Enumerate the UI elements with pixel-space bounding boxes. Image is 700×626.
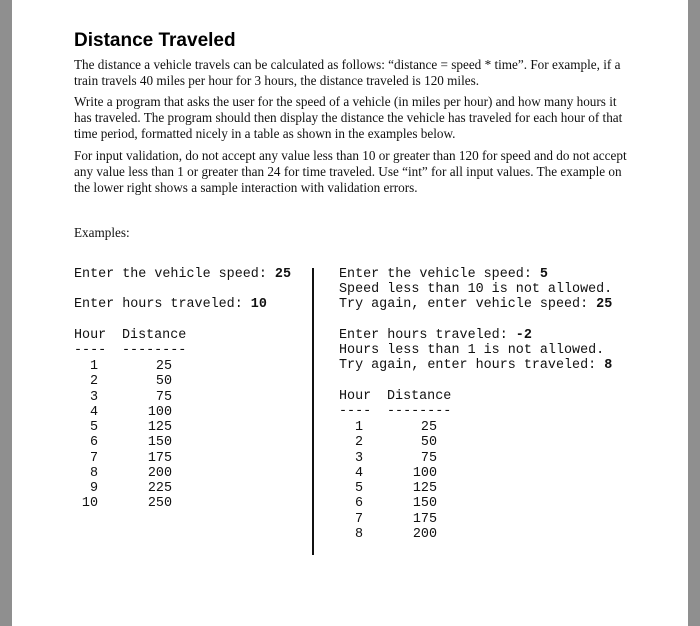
hour-cell: 8: [89, 465, 98, 481]
hour-cell: 2: [89, 374, 98, 390]
example-divider: [312, 268, 314, 555]
right-speed-retry-prompt: Try again, enter vehicle speed:: [339, 297, 597, 312]
left-sep-hour: ----: [74, 343, 107, 358]
hour-cell: 4: [89, 404, 98, 420]
right-header-distance: Distance: [387, 389, 452, 404]
hour-cell: 5: [89, 420, 98, 435]
distance-cell: 175: [412, 511, 437, 527]
hour-cell: 7: [354, 511, 363, 527]
right-hours-retry-prompt: Try again, enter hours traveled:: [339, 358, 605, 373]
distance-cell: 75: [420, 450, 437, 466]
right-hours-retry-value: 8: [604, 358, 613, 373]
hour-cell: 5: [354, 481, 363, 496]
distance-cell: 75: [155, 389, 172, 405]
distance-cell: 225: [147, 481, 172, 496]
right-hours-line: [339, 328, 532, 344]
right-sep-distance: --------: [387, 404, 452, 419]
distance-cell: 50: [420, 435, 437, 451]
right-hours-retry-line: [339, 358, 612, 374]
paragraph-intro: The distance a vehicle travels can be calculated as follows: “distance = speed * time”. For example, if a train travels 40 miles per hour for 3 hours, the distance traveled is 120 miles.: [74, 57, 621, 88]
distance-cell: 25: [420, 420, 437, 435]
distance-cell: 125: [412, 481, 437, 496]
hour-cell: 8: [354, 526, 363, 542]
right-sep-hour: ----: [339, 404, 372, 419]
distance-cell: 100: [147, 404, 172, 420]
left-header-hour: Hour: [74, 328, 107, 343]
left-sep-distance: --------: [122, 343, 187, 358]
right-speed-error: Speed less than 10 is not allowed.: [339, 282, 613, 297]
hour-cell: 3: [89, 389, 98, 405]
right-speed-line: [339, 267, 548, 283]
left-speed-prompt: Enter the vehicle speed:: [74, 267, 275, 282]
hour-cell: 9: [89, 481, 98, 496]
right-hours-error: Hours less than 1 is not allowed.: [339, 343, 605, 358]
distance-cell: 125: [147, 420, 172, 435]
distance-cell: 100: [412, 465, 437, 481]
hour-cell: 7: [89, 450, 98, 466]
right-speed-value: 5: [539, 267, 548, 282]
left-speed-value: 25: [274, 267, 291, 282]
hour-cell: 2: [354, 435, 363, 451]
left-hours-prompt: Enter hours traveled:: [74, 297, 251, 312]
examples-label: Examples:: [74, 225, 130, 240]
paragraph-validation: For input validation, do not accept any value less than 10 or greater than 120 for speed and do not accept any value less than 1 or greater than 24 for time traveled. Use “int” for all input values. The example on the lower right shows a sample interaction with validation errors.: [74, 148, 627, 195]
distance-cell: 200: [412, 526, 437, 542]
right-speed-retry-line: [339, 297, 612, 313]
hour-cell: 6: [89, 435, 98, 451]
distance-cell: 175: [147, 450, 172, 466]
distance-cell: 200: [147, 465, 172, 481]
distance-cell: 250: [147, 496, 172, 512]
left-hours-value: 10: [250, 297, 267, 312]
right-speed-prompt: Enter the vehicle speed:: [339, 267, 540, 282]
distance-cell: 50: [155, 374, 172, 390]
page-title: Distance Traveled: [74, 30, 236, 51]
paragraph-task: Write a program that asks the user for the speed of a vehicle (in miles per hour) and how many hours it has traveled. The program should then display the distance the vehicle has traveled for each hour of that time period, formatted nicely in a table as shown in the examples below.: [74, 94, 623, 141]
left-hours-line: [74, 297, 267, 313]
right-hours-value: -2: [515, 328, 532, 343]
hour-cell: 6: [354, 496, 363, 512]
hour-cell: 3: [354, 450, 363, 466]
distance-cell: 150: [412, 496, 437, 512]
distance-cell: 25: [155, 359, 172, 374]
hour-cell: 1: [354, 420, 363, 435]
right-header-hour: Hour: [339, 389, 372, 404]
left-speed-line: [74, 267, 291, 283]
hour-cell: 4: [354, 465, 363, 481]
right-speed-retry-value: 25: [596, 297, 613, 312]
hour-cell: 1: [89, 359, 98, 374]
left-header-distance: Distance: [122, 328, 187, 343]
right-hours-prompt: Enter hours traveled:: [339, 328, 516, 343]
distance-cell: 150: [147, 435, 172, 451]
hour-cell: 10: [81, 496, 98, 512]
